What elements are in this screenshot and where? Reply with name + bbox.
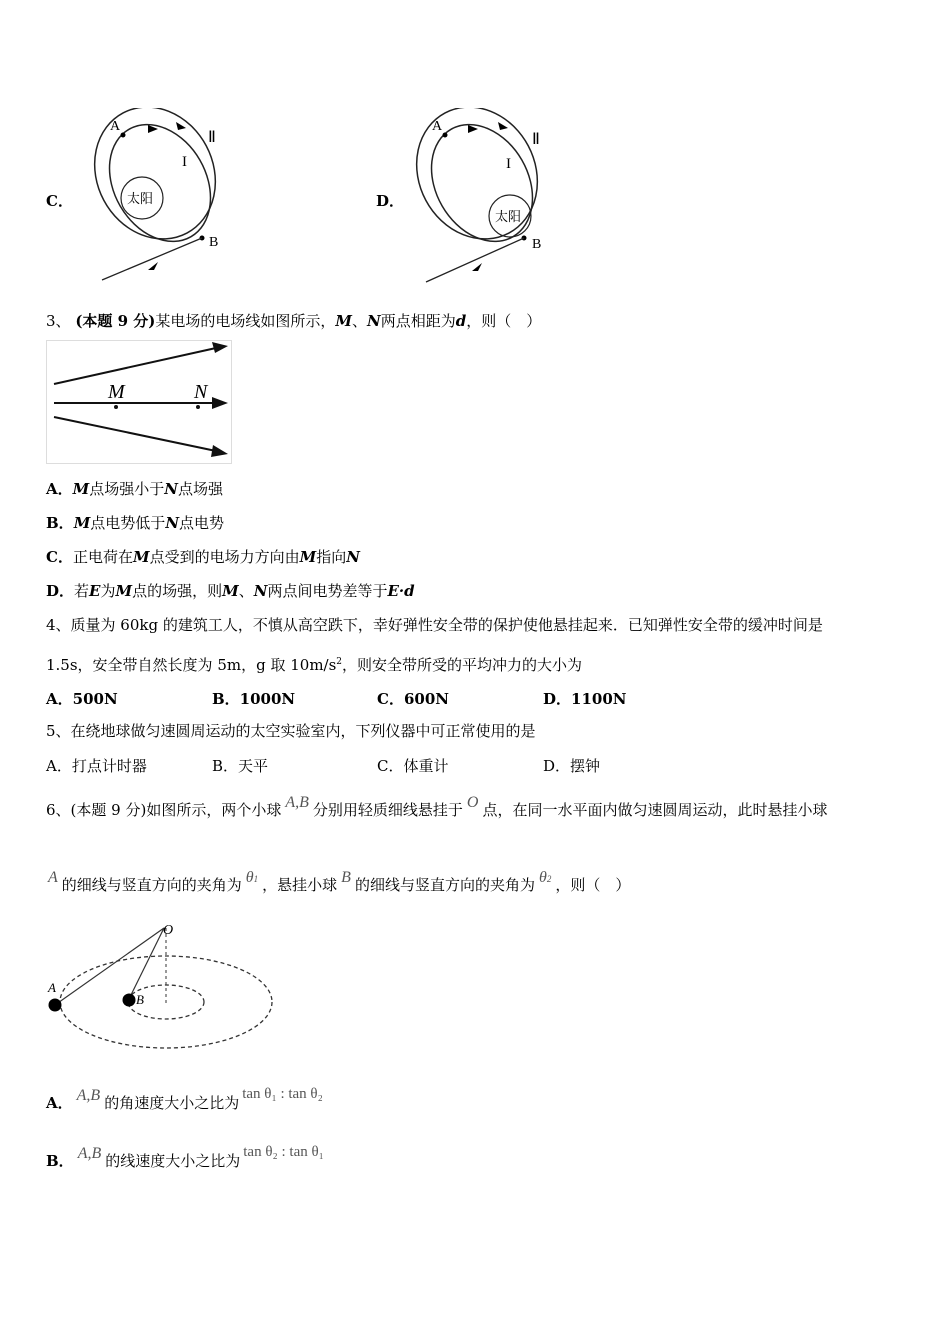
q6-option-a[interactable] <box>46 1086 326 1114</box>
q6-o: O <box>466 794 479 811</box>
q3-c-part: 点受到的电场力方向由 <box>149 548 300 566</box>
q5-stem: 5、在绕地球做匀速圆周运动的太空实验室内，下列仪器中可正常使用的是 <box>46 722 536 740</box>
q3-b-part: M <box>73 514 91 532</box>
orbit-d-label-a: A <box>432 119 443 134</box>
q3-option-c[interactable] <box>46 547 360 567</box>
field-label-m: M <box>108 381 125 403</box>
q3-option-b[interactable] <box>46 513 224 533</box>
q3-d-part: 为 <box>100 582 116 600</box>
q4-option-c[interactable]: C．600N <box>377 690 449 708</box>
q4-line2b: ，则安全带所受的平均冲力的大小为 <box>342 656 583 674</box>
q6-a: A <box>48 869 58 886</box>
pendulum-label-o: O <box>163 923 174 938</box>
q6-theta1-sub: 1 <box>253 874 259 884</box>
q3-d-part: 两点间电势差等于 <box>267 582 388 600</box>
q3-text3: ，则（ ） <box>466 312 542 330</box>
q4-line2 <box>46 652 582 675</box>
q6-line2 <box>46 869 631 897</box>
orbit-c-label-a: A <box>110 119 121 134</box>
q3-c-part: M <box>132 548 150 566</box>
q5-option-a[interactable]: A．打点计时器 <box>46 757 147 775</box>
q6-theta1: θ <box>245 869 254 886</box>
q3-d-part: M <box>222 582 239 600</box>
q3-stem <box>46 311 541 331</box>
q3-option-a[interactable] <box>46 479 223 499</box>
orbit-c-label-b: B <box>209 235 219 250</box>
q6-mid1: 分别用轻质细线悬挂于 <box>312 801 463 819</box>
q3-a-part: N <box>164 480 178 498</box>
q3-d-part: E·d <box>387 582 415 600</box>
q5-option-d[interactable]: D．摆钟 <box>543 757 601 775</box>
q3-option-c-key: C． <box>46 548 73 566</box>
q6-mid2: 点，在同一水平面内做匀速圆周运动，此时悬挂小球 <box>482 801 828 819</box>
q5-option-c[interactable]: C．体重计 <box>377 757 449 775</box>
q6-theta2-sub: 2 <box>546 874 552 884</box>
q3-c-part: 指向 <box>316 548 347 566</box>
orbit-d-sun: 太阳 <box>495 209 522 224</box>
q3-d-part: E <box>89 582 101 600</box>
q3-option-b-key: B． <box>46 514 74 532</box>
orbit-figure-c <box>90 108 230 288</box>
q6-b: B <box>341 869 351 886</box>
pendulum-label-a: A <box>48 980 56 995</box>
orbit-c-label-i: I <box>182 154 187 170</box>
option-d-label: D． <box>376 192 405 210</box>
q3-option-d[interactable] <box>46 581 415 601</box>
q3-option-a-key: A． <box>46 480 73 498</box>
orbit-d-label-ii: Ⅱ <box>532 131 540 148</box>
q6-option-b-key: B． <box>46 1152 74 1170</box>
orbit-d-label-b: B <box>532 237 542 252</box>
q3-b-part: 点电势 <box>179 514 225 532</box>
q3-d-part: 若 <box>74 582 90 600</box>
q6-theta2: θ <box>538 869 547 886</box>
q3-d-part: 、 <box>238 582 254 600</box>
q3-d-part: N <box>253 582 268 600</box>
q3-d-part: 点的场强，则 <box>132 582 223 600</box>
q4-option-b[interactable]: B．1000N <box>212 690 296 708</box>
q6-option-b-ab: A,B <box>77 1145 102 1162</box>
q4-option-a[interactable]: A．500N <box>46 690 118 708</box>
q6-option-a-text: 的角速度大小之比为 <box>104 1094 240 1112</box>
pendulum-label-b: B <box>136 992 144 1007</box>
q6-line2d: ，则（ ） <box>555 876 631 894</box>
q6-option-a-key: A． <box>46 1094 73 1112</box>
q5-option-b[interactable]: B．天平 <box>212 757 269 775</box>
q3-text2: 两点相距为 <box>380 312 456 330</box>
field-label-n: N <box>194 381 208 403</box>
q3-score: (本题 9 分) <box>75 312 156 330</box>
q3-a-part: 点场强小于 <box>89 480 165 498</box>
orbit-d-label-i: I <box>506 156 511 172</box>
q6-prefix: 6、(本题 9 分)如图所示，两个小球 <box>46 801 282 819</box>
q3-b-part: 点电势低于 <box>90 514 166 532</box>
q3-a-part: 点场强 <box>177 480 223 498</box>
q6-line2b: ，悬挂小球 <box>262 876 338 894</box>
q3-a-part: M <box>72 480 90 498</box>
q6-option-a-ab: A,B <box>76 1087 101 1104</box>
q6-option-b[interactable] <box>46 1144 327 1172</box>
q6-line2a: 的细线与竖直方向的夹角为 <box>61 876 242 894</box>
q3-c-part: M <box>299 548 317 566</box>
q3-sep: 、 <box>352 312 368 330</box>
q6-option-b-formula: tan θ₂ : tan θ₁ <box>243 1144 324 1160</box>
q6-ab: A,B <box>285 794 309 811</box>
q3-c-part: 正电荷在 <box>72 548 133 566</box>
q4-sup: 2 <box>336 657 343 667</box>
q3-b-part: N <box>165 514 180 532</box>
q6-option-b-text: 的线速度大小之比为 <box>105 1152 241 1170</box>
q4-line2a: 1.5s，安全带自然长度为 5m，g 取 10m/s <box>46 656 337 674</box>
q3-n: N <box>367 312 381 330</box>
q3-c-part: N <box>346 548 360 566</box>
orbit-c-label-ii: Ⅱ <box>208 129 216 146</box>
q3-text1: 某电场的电场线如图所示， <box>155 312 336 330</box>
option-c-label: C． <box>46 192 73 210</box>
q6-option-a-formula: tan θ₁ : tan θ₂ <box>242 1086 323 1102</box>
orbit-figure-d <box>412 108 562 288</box>
q3-option-d-key: D． <box>46 582 75 600</box>
q6-line1 <box>46 794 828 821</box>
q3-d: d <box>455 312 467 330</box>
q3-prefix: 3、 <box>46 312 71 330</box>
conical-pendulum-figure <box>44 916 280 1056</box>
q3-m: M <box>335 312 353 330</box>
field-lines-figure <box>46 340 232 464</box>
q3-d-part: M <box>115 582 133 600</box>
q4-option-d[interactable]: D．1100N <box>543 690 627 708</box>
orbit-c-sun: 太阳 <box>127 191 154 206</box>
q4-line1: 4、质量为 60kg 的建筑工人，不慎从高空跌下，幸好弹性安全带的保护使他悬挂起来．已知弹性安全带的缓冲时间是 <box>46 616 823 634</box>
q6-line2c: 的细线与竖直方向的夹角为 <box>354 876 535 894</box>
